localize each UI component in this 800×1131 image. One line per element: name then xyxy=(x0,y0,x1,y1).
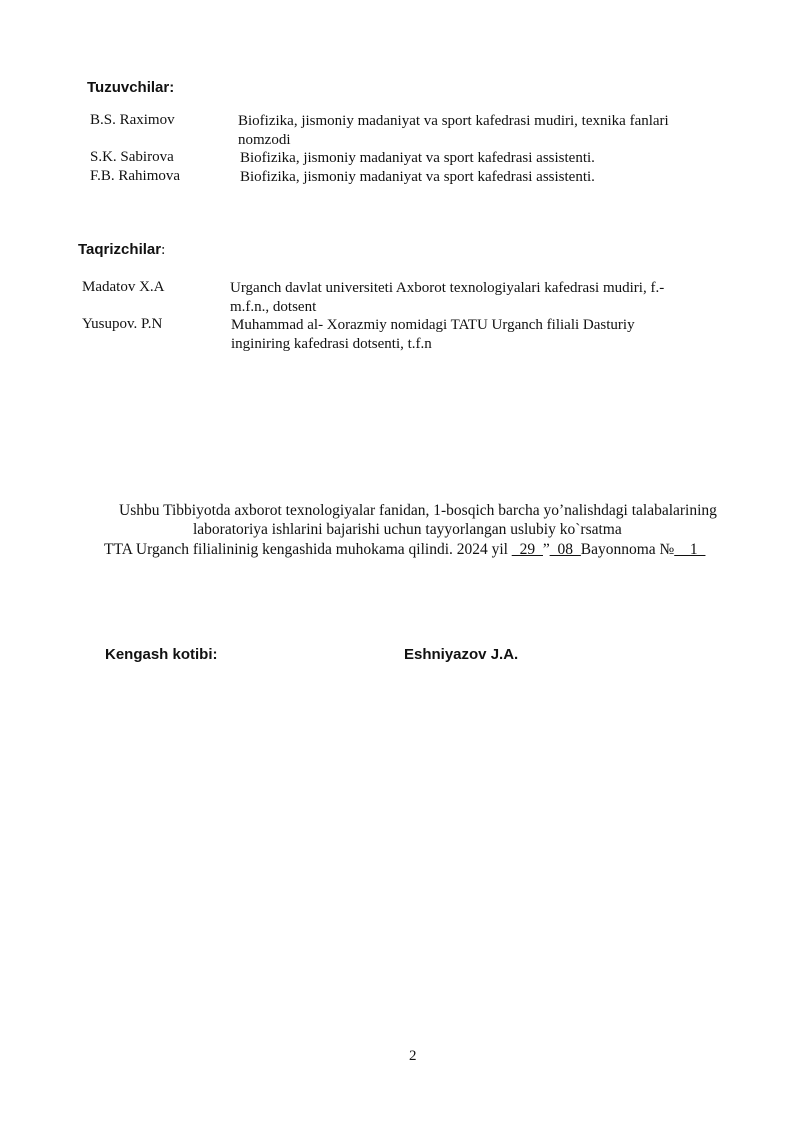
signature-name: Eshniyazov J.A. xyxy=(404,646,519,663)
reviewer-name-2: Yusupov. P.N xyxy=(82,316,163,332)
approval-prefix: TTA Urganch filialininig kengashida muhokama qilindi. 2024 yil xyxy=(104,541,512,558)
author-name-3: F.B. Rahimova xyxy=(90,168,181,184)
reviewer-desc-1: Urganch davlat universiteti Axborot texnologiyalari kafedrasi mudiri, f.-m.f.n., dotsent xyxy=(230,280,665,315)
reviewers-title: Taqrizchilar xyxy=(78,241,162,258)
reviewer-desc-2: Muhammad al- Xorazmiy nomidagi TATU Urganch filiali Dasturiy inginiring kafedrasi dotsenti, t.f.n xyxy=(231,317,635,352)
approval-month: _08_ xyxy=(549,541,581,558)
approval-line-3 xyxy=(104,540,705,559)
approval-line-2: laboratoriya ishlarini bajarishi uchun tayyorlangan uslubiy ko`rsatma xyxy=(193,521,622,538)
reviewer-name-1: Madatov X.A xyxy=(82,279,165,295)
reviewers-colon: : xyxy=(161,242,166,258)
approval-line-1: Ushbu Tibbiyotda axborot texnologiyalar fanidan, 1-bosqich barcha yo’nalishdagi talabalarining xyxy=(119,502,717,519)
approval-quote: ” xyxy=(542,541,550,558)
approval-protocol-label: Bayonnoma № xyxy=(580,541,675,558)
author-name-2: S.K. Sabirova xyxy=(90,149,174,165)
author-name-1: B.S. Raximov xyxy=(90,112,175,128)
authors-title: Tuzuvchilar: xyxy=(87,79,175,96)
author-desc-1: Biofizika, jismoniy madaniyat va sport kafedrasi mudiri, texnika fanlari nomzodi xyxy=(238,113,669,148)
approval-protocol-number: __1_ xyxy=(674,541,706,558)
reviewers-heading xyxy=(78,241,165,259)
page-number: 2 xyxy=(409,1048,417,1064)
signature-label: Kengash kotibi: xyxy=(105,646,218,663)
author-desc-2: Biofizika, jismoniy madaniyat va sport kafedrasi assistenti. xyxy=(240,150,595,166)
approval-day: _29_ xyxy=(511,541,543,558)
author-desc-3: Biofizika, jismoniy madaniyat va sport kafedrasi assistenti. xyxy=(240,169,595,185)
